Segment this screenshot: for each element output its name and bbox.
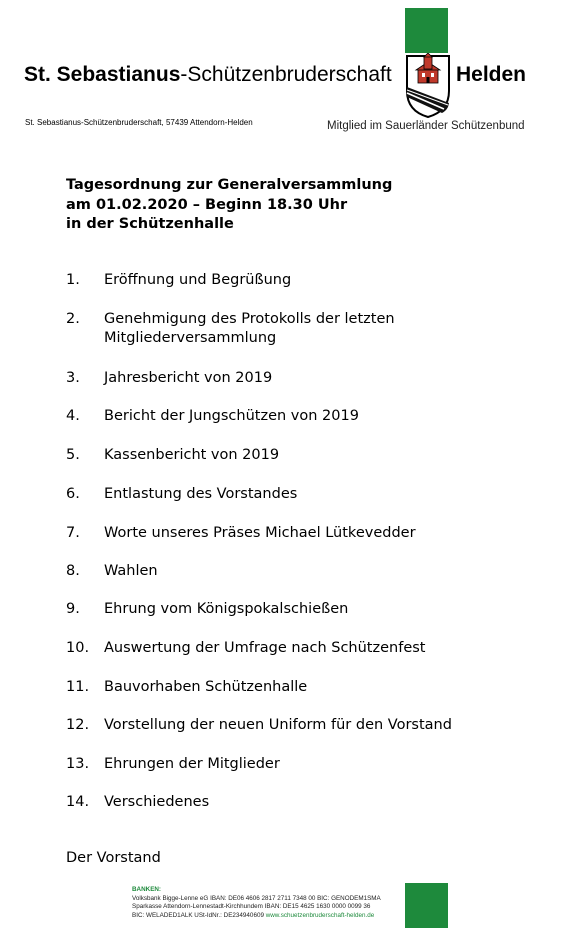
- org-name-rest: -Schützenbruderschaft: [180, 63, 392, 86]
- agenda-number: 4.: [66, 408, 80, 424]
- agenda-text: Eröffnung und Begrüßung: [104, 272, 292, 288]
- org-town: Helden: [456, 63, 527, 86]
- title-line-3: in der Schützenhalle: [66, 216, 234, 232]
- agenda-text: Wahlen: [104, 563, 158, 579]
- bank-line-3: [132, 912, 381, 921]
- membership-note: Mitglied im Sauerländer Schützenbund: [327, 120, 525, 132]
- footer-green-block: [405, 883, 448, 928]
- agenda-text: Bericht der Jungschützen von 2019: [104, 408, 359, 424]
- agenda-text: Entlastung des Vorstandes: [104, 486, 298, 502]
- agenda-text: Ehrungen der Mitglieder: [104, 756, 280, 772]
- agenda-number: 14.: [66, 794, 90, 810]
- agenda-number: 11.: [66, 679, 90, 695]
- agenda-number: 7.: [66, 525, 80, 541]
- bank-details: [132, 886, 381, 920]
- title-line-2: am 01.02.2020 – Beginn 18.30 Uhr: [66, 196, 348, 213]
- agenda-text: Vorstellung der neuen Uniform für den Vorstand: [104, 717, 452, 733]
- agenda-text: Kassenbericht von 2019: [104, 447, 280, 463]
- signoff: Der Vorstand: [66, 850, 161, 866]
- agenda-text: Ehrung vom Königspokalschießen: [104, 601, 349, 617]
- agenda-text: Jahresbericht von 2019: [104, 370, 273, 386]
- agenda-text: Worte unseres Präses Michael Lütkevedder: [104, 525, 416, 541]
- agenda-number: 1.: [66, 272, 80, 288]
- agenda-text: Genehmigung des Protokolls der letzten Mitgliederversammlung: [104, 311, 395, 346]
- agenda-text: Bauvorhaben Schützenhalle: [104, 679, 308, 695]
- document-title: [66, 176, 392, 235]
- agenda-number: 6.: [66, 486, 80, 502]
- sender-address: St. Sebastianus-Schützenbruderschaft, 57439 Attendorn-Helden: [25, 118, 253, 127]
- bank-line-2: Sparkasse Attendorn-Lennestadt-Kirchhundem IBAN: DE15 4625 1630 0000 0099 36: [132, 903, 371, 910]
- agenda-number: 10.: [66, 640, 90, 656]
- agenda-number: 3.: [66, 370, 80, 386]
- agenda-number: 8.: [66, 563, 80, 579]
- crest-icon: [404, 53, 452, 119]
- agenda-text: Auswertung der Umfrage nach Schützenfest: [104, 640, 426, 656]
- agenda-number: 5.: [66, 447, 80, 463]
- banks-label: BANKEN:: [132, 886, 162, 893]
- org-name-bold: St. Sebastianus: [24, 63, 181, 86]
- agenda-number: 13.: [66, 756, 90, 772]
- agenda-number: 2.: [66, 311, 80, 327]
- agenda-text: Verschiedenes: [104, 794, 210, 810]
- agenda-number: 9.: [66, 601, 80, 617]
- agenda-number: 12.: [66, 717, 90, 733]
- bic-tax: BIC: WELADED1ALK USt-IdNr.: DE234940609: [132, 911, 264, 919]
- website-link[interactable]: www.schuetzenbruderschaft-helden.de: [265, 911, 375, 919]
- header-green-block: [405, 8, 448, 53]
- bank-line-1: Volksbank Bigge-Lenne eG IBAN: DE06 4606 2817 2711 7348 00 BIC: GENODEM1SMA: [132, 894, 381, 902]
- title-line-1: Tagesordnung zur Generalversammlung: [66, 177, 393, 193]
- organization-name: [24, 63, 527, 86]
